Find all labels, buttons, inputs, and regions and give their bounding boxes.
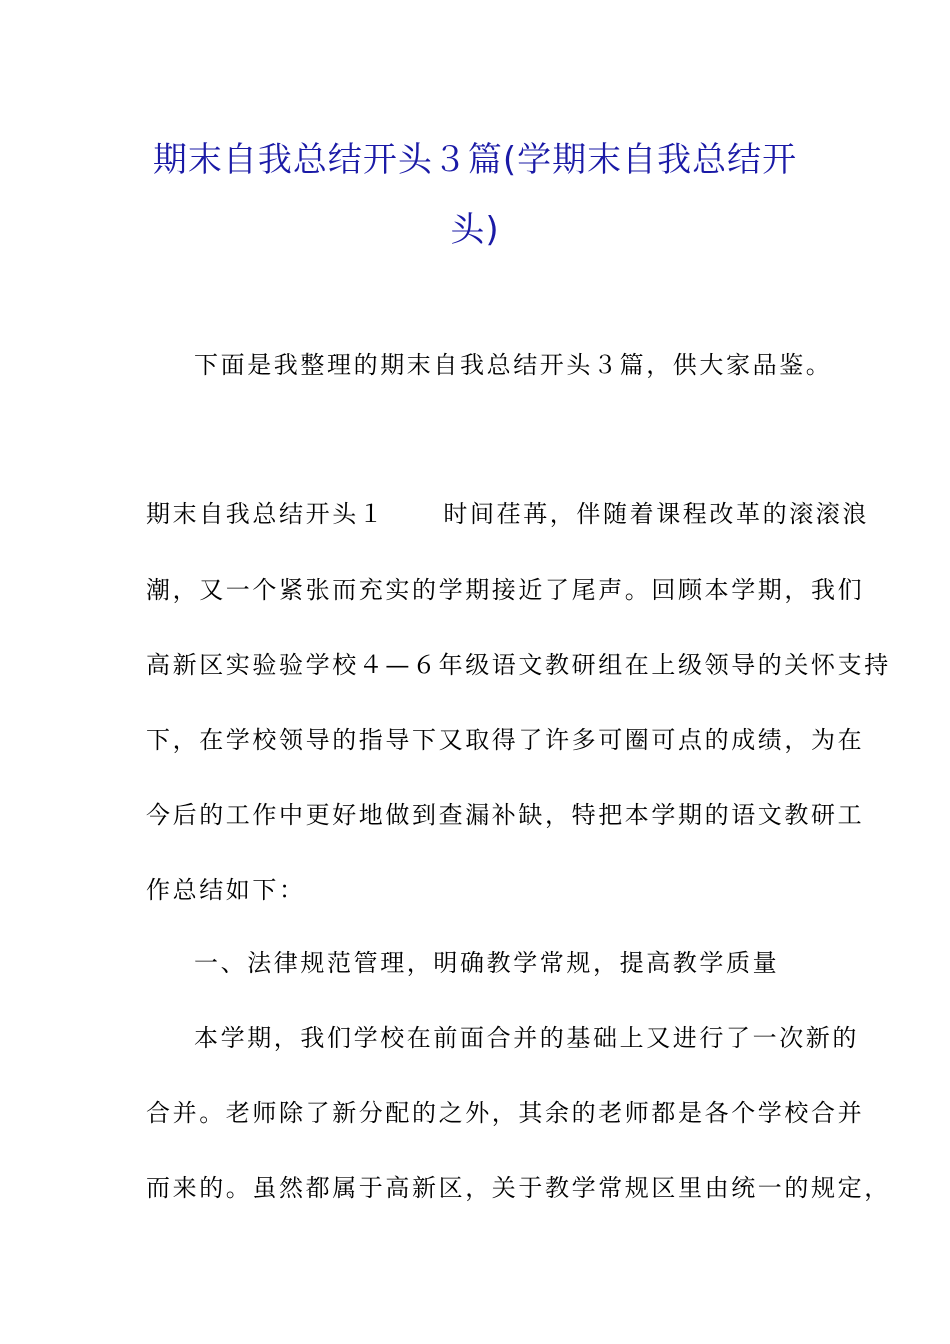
subheading: 一、法律规范管理，明确教学常规，提高教学质量 — [194, 949, 780, 977]
section-1-line-4: 下，在学校领导的指导下又取得了许多可圈可点的成绩，为在 — [146, 726, 865, 754]
paragraph-2-line-1: 本学期，我们学校在前面合并的基础上又进行了一次新的 — [194, 1024, 859, 1052]
section-1-line-2: 潮，又一个紧张而充实的学期接近了尾声。回顾本学期，我们 — [146, 576, 865, 604]
paragraph-2-line-2: 合并。老师除了新分配的之外，其余的老师都是各个学校合并 — [146, 1099, 865, 1127]
paragraph-2-line-3: 而来的。虽然都属于高新区，关于教学常规区里由统一的规定， — [146, 1174, 891, 1202]
section-1-line-1: 时间荏苒，伴随着课程改革的滚滚浪 — [443, 500, 870, 528]
section-1-first-line — [146, 494, 869, 529]
document-title-line-1: 期末自我总结开头３篇(学期末自我总结开 — [152, 140, 798, 180]
section-1-line-5: 今后的工作中更好地做到查漏补缺，特把本学期的语文教研工 — [146, 801, 865, 829]
section-1-line-3: 高新区实验验学校４—６年级语文教研组在上级领导的关怀支持 — [146, 651, 891, 679]
section-1-heading: 期末自我总结开头１ — [146, 500, 386, 528]
document-title-line-2: 头) — [450, 210, 500, 250]
section-1-line-6: 作总结如下： — [146, 876, 306, 904]
intro-paragraph: 下面是我整理的期末自我总结开头３篇，供大家品鉴。 — [194, 351, 833, 379]
